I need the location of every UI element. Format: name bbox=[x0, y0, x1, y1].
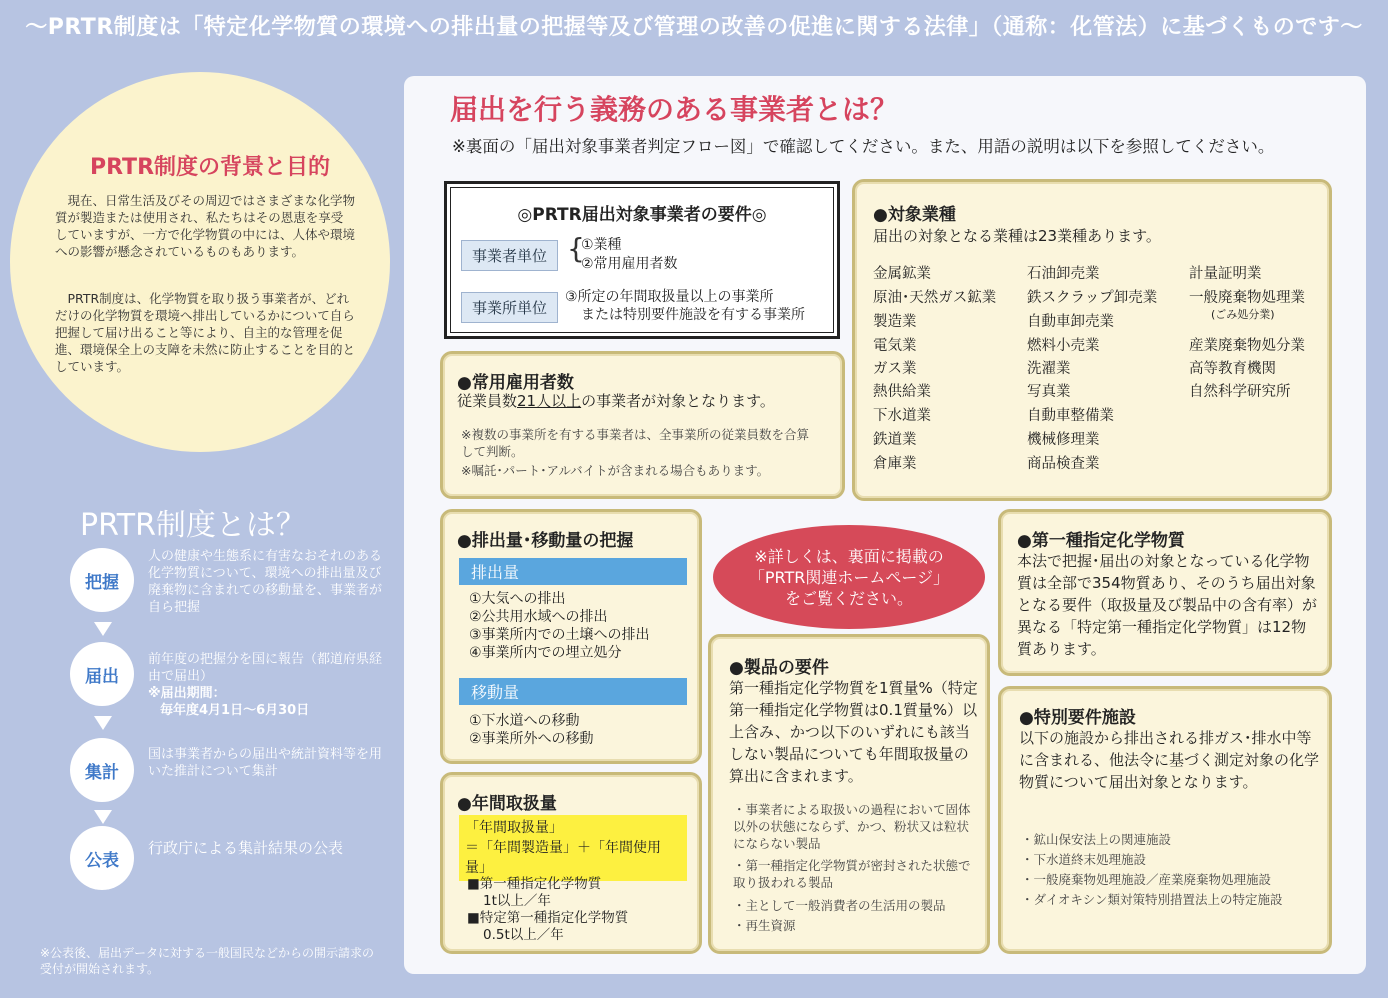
annual-item-2-value: 0.5t以上／年 bbox=[483, 927, 564, 943]
industry-20: 一般廃棄物処理業 bbox=[1189, 290, 1305, 306]
requirements-box bbox=[444, 181, 840, 339]
special-text: 以下の施設から排出される排ガス･排水中等に含まれる、他法令に基づく測定対象の化学物質について届出対象となります。 bbox=[1019, 729, 1320, 791]
callout-line-1: ※詳しくは、裏面に掲載の bbox=[754, 546, 944, 566]
industry-21: 産業廃棄物処分業 bbox=[1189, 338, 1305, 354]
products-bullet-1: ・事業者による取扱いの過程において固体以外の状態にならず、かつ、粉状又は粒状にならない製品 bbox=[733, 802, 971, 851]
employees-text bbox=[457, 390, 775, 412]
industries-title: ●対象業種 bbox=[873, 205, 956, 225]
annual-item-1: ■第一種指定化学物質 bbox=[467, 876, 602, 892]
special-bullet-4: ・ダイオキシン類対策特別措置法上の特定施設 bbox=[1021, 892, 1283, 907]
industry-18: 商品検査業 bbox=[1027, 456, 1100, 472]
prtr-title: PRTR制度とは？ bbox=[80, 508, 306, 543]
industries-box bbox=[852, 179, 1332, 501]
emission-title: ●排出量･移動量の把握 bbox=[457, 531, 634, 551]
emission-item-2: ②公共用水域への排出 bbox=[469, 609, 608, 625]
background-circle bbox=[10, 72, 390, 452]
emission-item-3: ③事業所内での土壌への排出 bbox=[469, 627, 650, 643]
main-title: 届出を行う義務のある事業者とは？ bbox=[450, 93, 899, 126]
annual-item-1-value: 1t以上／年 bbox=[483, 893, 551, 909]
transfer-item-2: ②事業所外への移動 bbox=[469, 731, 594, 747]
emission-item-1: ①大気への排出 bbox=[469, 591, 566, 607]
office-item-1: ③所定の年間取扱量以上の事業所 bbox=[565, 289, 774, 305]
requirements-title: ◎PRTR届出対象事業者の要件◎ bbox=[517, 205, 767, 225]
annual-formula bbox=[459, 815, 687, 881]
report-period-label: ※届出期間： bbox=[148, 686, 226, 701]
down-arrow-icon bbox=[92, 808, 114, 826]
down-arrow-icon bbox=[92, 714, 114, 732]
industry-12: 自動車卸売業 bbox=[1027, 314, 1114, 330]
class1-title: ●第一種指定化学物質 bbox=[1017, 531, 1185, 551]
step-publish-text: 行政庁による集計結果の公表 bbox=[148, 839, 344, 857]
industries-desc: 届出の対象となる業種は23業種あります。 bbox=[873, 227, 1161, 245]
tag-office-unit: 事業所単位 bbox=[461, 292, 558, 323]
industry-19: 計量証明業 bbox=[1189, 266, 1262, 282]
industry-15: 写真業 bbox=[1027, 384, 1071, 400]
employees-title: ●常用雇用者数 bbox=[457, 373, 574, 393]
step-report-desc: 前年度の把握分を国に報告（都道府県経由で届出） bbox=[148, 652, 383, 684]
special-box bbox=[998, 686, 1332, 954]
homepage-callout bbox=[713, 525, 985, 629]
industry-6: 熱供給業 bbox=[873, 384, 931, 400]
emission-box bbox=[440, 509, 702, 764]
down-arrow-icon bbox=[92, 620, 114, 638]
employees-note-1: ※複数の事業所を有する事業者は、全事業所の従業員数を合算して判断。 bbox=[461, 427, 809, 459]
products-bullet-4: ・再生資源 bbox=[733, 918, 796, 933]
industry-2: 原油･天然ガス鉱業 bbox=[873, 290, 997, 306]
employees-threshold: 21人以上 bbox=[517, 392, 582, 410]
class1-text: 本法で把握･届出の対象となっている化学物質は全部で354物質あり、そのうち届出対象となる要件（取扱量及び製品中の含有率）が異なる「特定第一種指定化学物質」は12物質あります。 bbox=[1017, 552, 1318, 658]
step-publish-circle: 公表 bbox=[70, 826, 134, 890]
emission-bar: 排出量 bbox=[459, 558, 687, 585]
step-aggregate-text: 国は事業者からの届出や統計資料等を用いた推計について集計 bbox=[148, 747, 383, 779]
industry-16: 自動車整備業 bbox=[1027, 408, 1114, 424]
industry-20-note: (ごみ処分業) bbox=[1211, 308, 1275, 321]
industry-9: 倉庫業 bbox=[873, 456, 917, 472]
office-item-2: または特別要件施設を有する事業所 bbox=[581, 307, 805, 323]
industry-11: 鉄スクラップ卸売業 bbox=[1027, 290, 1158, 306]
industry-8: 鉄道業 bbox=[873, 432, 917, 448]
industry-14: 洗濯業 bbox=[1027, 361, 1071, 377]
annual-title: ●年間取扱量 bbox=[457, 794, 557, 814]
special-bullet-2: ・下水道終末処理施設 bbox=[1021, 852, 1147, 867]
special-title: ●特別要件施設 bbox=[1019, 708, 1136, 728]
special-bullet-3: ・一般廃棄物処理施設／産業廃棄物処理施設 bbox=[1021, 872, 1272, 887]
transfer-item-1: ①下水道への移動 bbox=[469, 713, 580, 729]
products-text: 第一種指定化学物質を1質量%（特定第一種指定化学物質は0.1質量%）以上含み、かつ以下のいずれにも該当しない製品についても年間取扱量の算出に含まれます。 bbox=[729, 679, 978, 785]
products-title: ●製品の要件 bbox=[729, 658, 829, 678]
publish-footnote: ※公表後、届出データに対する一般国民などからの開示請求の受付が開始されます。 bbox=[40, 946, 375, 976]
employees-box bbox=[440, 351, 845, 499]
step-grasp-circle: 把握 bbox=[70, 548, 134, 612]
class1-box bbox=[998, 509, 1332, 676]
products-box bbox=[708, 634, 990, 954]
industry-1: 金属鉱業 bbox=[873, 266, 931, 282]
industry-17: 機械修理業 bbox=[1027, 432, 1100, 448]
annual-box bbox=[440, 772, 702, 954]
background-paragraph-2: PRTR制度は、化学物質を取り扱う事業者が、どれだけの化学物質を環境へ排出しているかについて自ら把握して届け出ること等により、自主的な管理を促進、環境保全上の支障を未然に防止することを目的としています。 bbox=[55, 291, 356, 374]
brace-icon: { bbox=[567, 232, 585, 265]
products-bullet-2: ・第一種指定化学物質が密封された状態で取り扱われる製品 bbox=[733, 858, 971, 890]
step-report-circle: 届出 bbox=[70, 642, 134, 706]
step-aggregate-circle: 集計 bbox=[70, 738, 134, 802]
industry-5: ガス業 bbox=[873, 361, 917, 377]
industry-3: 製造業 bbox=[873, 314, 917, 330]
business-item-1: ①業種 bbox=[581, 237, 622, 253]
industry-7: 下水道業 bbox=[873, 408, 931, 424]
background-paragraph-1: 現在、日常生活及びその周辺ではさまざまな化学物質が製造または使用され、私たちはその恩恵を享受していますが、一方で化学物質の中には、人体や環境への影響が懸念されているものもあります。 bbox=[55, 193, 356, 259]
main-subtitle: ※裏面の「届出対象事業者判定フロー図」で確認してください。また、用語の説明は以下を参照してください。 bbox=[452, 137, 1275, 156]
callout-line-2: 「PRTR関連ホームページ」 bbox=[748, 567, 950, 587]
callout-line-3: をご覧ください。 bbox=[784, 588, 913, 608]
industry-23: 自然科学研究所 bbox=[1189, 384, 1291, 400]
employees-text-post: の事業者が対象となります。 bbox=[581, 392, 775, 410]
tag-business-unit: 事業者単位 bbox=[461, 240, 558, 271]
annual-item-2: ■特定第一種指定化学物質 bbox=[467, 910, 629, 926]
annual-formula-line-1: 「年間取扱量」 bbox=[465, 820, 563, 836]
background-title: PRTR制度の背景と目的 bbox=[89, 155, 331, 180]
industry-22: 高等教育機関 bbox=[1189, 361, 1276, 377]
employees-note-2: ※嘱託･パート･アルバイトが含まれる場合もあります。 bbox=[461, 463, 770, 478]
annual-formula-line-2: ＝「年間製造量」＋「年間使用量」 bbox=[465, 840, 661, 876]
special-bullet-1: ・鉱山保安法上の関連施設 bbox=[1021, 832, 1172, 847]
banner: 〜PRTR制度は「特定化学物質の環境への排出量の把握等及び管理の改善の促進に関する法律」（通称：化管法）に基づくものです〜 bbox=[25, 15, 1363, 40]
business-item-2: ②常用雇用者数 bbox=[581, 256, 678, 272]
report-period-dates: 毎年度4月1日〜6月30日 bbox=[160, 703, 310, 718]
industry-13: 燃料小売業 bbox=[1027, 338, 1100, 354]
step-report-text bbox=[148, 651, 388, 719]
employees-text-pre: 従業員数 bbox=[457, 392, 518, 410]
industry-10: 石油卸売業 bbox=[1027, 266, 1100, 282]
products-bullet-3: ・主として一般消費者の生活用の製品 bbox=[733, 898, 946, 913]
emission-item-4: ④事業所内での埋立処分 bbox=[469, 645, 622, 661]
transfer-bar: 移動量 bbox=[459, 678, 687, 705]
step-grasp-text: 人の健康や生態系に有害なおそれのある化学物質について、環境への排出量及び廃棄物に含まれての移動量を、事業者が自ら把握 bbox=[148, 549, 383, 615]
industry-4: 電気業 bbox=[873, 338, 917, 354]
